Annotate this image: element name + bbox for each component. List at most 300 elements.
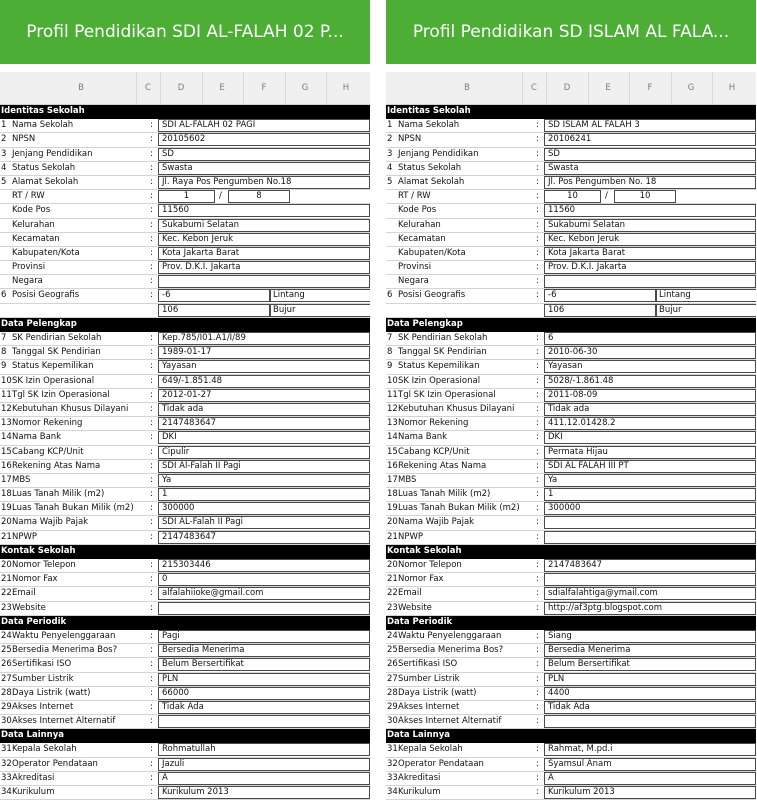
column-header-e[interactable]: E — [605, 83, 611, 93]
field-value-cell[interactable]: PLN — [544, 673, 756, 686]
table-row[interactable] — [0, 233, 370, 247]
row-number: 14 — [1, 432, 12, 443]
table-row[interactable] — [0, 148, 370, 162]
row-number: 16 — [1, 460, 12, 471]
field-value-cell[interactable]: 300000 — [544, 502, 756, 515]
field-value-cell[interactable]: 11560 — [158, 204, 370, 217]
colon-separator: : — [536, 517, 539, 528]
table-row[interactable] — [0, 190, 370, 204]
table-row[interactable] — [386, 474, 756, 488]
field-value-cell[interactable] — [544, 573, 756, 586]
field-value-cell[interactable]: Bersedia Menerima — [158, 644, 370, 657]
table-row[interactable] — [0, 219, 370, 233]
field-value-cell[interactable]: Prov. D.K.I. Jakarta — [158, 261, 370, 274]
colon-separator: : — [150, 701, 153, 712]
table-row[interactable] — [386, 119, 756, 133]
table-row[interactable] — [0, 772, 370, 786]
field-label: Luas Tanah Milik (m2) — [398, 489, 491, 500]
table-row[interactable] — [0, 119, 370, 133]
table-row[interactable] — [0, 758, 370, 772]
table-row[interactable] — [0, 701, 370, 715]
table-row[interactable] — [0, 573, 370, 587]
table-row[interactable] — [0, 658, 370, 672]
table-row[interactable] — [386, 602, 756, 616]
colon-separator: : — [536, 673, 539, 684]
field-value-cell[interactable]: DKI — [158, 431, 370, 444]
field-value-cell[interactable]: 411.12.01428.2 — [544, 417, 756, 430]
rt-rw-separator: / — [605, 191, 608, 202]
column-header-d[interactable]: D — [177, 83, 185, 93]
field-label: Operator Pendataan — [12, 758, 98, 769]
table-row[interactable] — [386, 701, 756, 715]
table-row[interactable] — [0, 346, 370, 360]
table-row[interactable] — [0, 375, 370, 389]
row-number: 22 — [387, 588, 398, 599]
table-row[interactable] — [0, 403, 370, 417]
table-row[interactable] — [386, 148, 756, 162]
field-value-cell[interactable]: Kota Jakarta Barat — [158, 247, 370, 260]
colon-separator: : — [536, 474, 539, 485]
row-number: 26 — [1, 659, 12, 670]
field-value-cell[interactable]: 2147483647 — [158, 531, 370, 544]
field-value-cell[interactable]: 66000 — [158, 687, 370, 700]
table-row[interactable] — [386, 446, 756, 460]
table-row[interactable] — [0, 417, 370, 431]
table-row[interactable] — [0, 332, 370, 346]
field-label: Sumber Listrik — [12, 673, 74, 684]
table-row[interactable] — [0, 630, 370, 644]
field-label: Akses Internet Alternatif — [12, 716, 116, 727]
table-row[interactable] — [386, 743, 756, 757]
field-value-cell[interactable]: SDI AL-FALAH 02 PAGI — [158, 119, 370, 132]
table-row[interactable] — [0, 261, 370, 275]
colon-separator: : — [536, 247, 539, 258]
row-number: 28 — [387, 687, 398, 698]
field-value-cell[interactable]: Bersedia Menerima — [544, 644, 756, 657]
table-row[interactable] — [0, 786, 370, 800]
field-value-cell[interactable]: 1989-01-17 — [158, 346, 370, 359]
column-header-d[interactable]: D — [563, 83, 571, 93]
field-value-cell[interactable]: Kec. Kebon Jeruk — [158, 233, 370, 246]
colon-separator: : — [536, 602, 539, 613]
column-header-c[interactable]: C — [145, 83, 151, 93]
colon-separator: : — [536, 290, 539, 301]
section-title: Data Lainnya — [1, 730, 64, 741]
field-value-cell[interactable] — [158, 275, 370, 288]
table-row[interactable] — [386, 389, 756, 403]
table-row[interactable] — [386, 687, 756, 701]
field-value-cell[interactable]: SDI AL FALAH III PT — [544, 460, 756, 473]
colon-separator: : — [150, 659, 153, 670]
field-value-cell[interactable]: A — [158, 772, 370, 785]
table-row[interactable] — [0, 644, 370, 658]
table-row[interactable] — [386, 247, 756, 261]
row-number: 11 — [387, 389, 398, 400]
row-number: 19 — [387, 503, 398, 514]
table-row[interactable] — [386, 304, 756, 318]
colon-separator: : — [536, 687, 539, 698]
table-row[interactable] — [0, 460, 370, 474]
table-row[interactable] — [386, 644, 756, 658]
field-value-cell[interactable]: 649/-1.851.48 — [158, 375, 370, 388]
colon-separator: : — [150, 687, 153, 698]
row-number: 31 — [1, 744, 12, 755]
field-value-cell[interactable]: Kota Jakarta Barat — [544, 247, 756, 260]
column-header-f[interactable]: F — [261, 83, 267, 93]
field-value-cell[interactable]: -6 — [544, 289, 656, 302]
row-number: 18 — [1, 489, 12, 500]
field-label: Luas Tanah Bukan Milik (m2) — [398, 503, 520, 514]
table-row[interactable] — [386, 715, 756, 729]
field-value-cell[interactable]: 20106241 — [544, 133, 756, 146]
table-row[interactable] — [0, 602, 370, 616]
column-header-h[interactable]: H — [342, 83, 350, 93]
field-value-cell[interactable]: 0 — [158, 573, 370, 586]
field-label: Akses Internet — [12, 701, 74, 712]
row-number: 1 — [387, 120, 393, 131]
field-value-cell[interactable]: 2147483647 — [158, 417, 370, 430]
coordinate-label: Bujur — [270, 304, 370, 317]
field-value-cell[interactable]: -6 — [158, 289, 270, 302]
table-row[interactable] — [0, 715, 370, 729]
table-row[interactable] — [386, 403, 756, 417]
colon-separator: : — [536, 347, 539, 358]
field-label: Akreditasi — [12, 772, 55, 783]
field-value-cell[interactable]: Kurikulum 2013 — [158, 786, 370, 799]
field-label: Status Sekolah — [12, 162, 76, 173]
field-label: Tanggal SK Pendirian — [398, 347, 487, 358]
colon-separator: : — [536, 503, 539, 514]
colon-separator: : — [536, 432, 539, 443]
field-value-cell[interactable]: 1 — [158, 488, 370, 501]
field-label: RT / RW — [12, 191, 45, 202]
table-row[interactable] — [386, 219, 756, 233]
colon-separator: : — [536, 645, 539, 656]
colon-separator: : — [536, 233, 539, 244]
field-value-cell[interactable]: SD ISLAM AL FALAH 3 — [544, 119, 756, 132]
field-label: NPSN — [398, 134, 422, 145]
table-row[interactable] — [0, 587, 370, 601]
table-row[interactable] — [386, 162, 756, 176]
table-row[interactable] — [386, 417, 756, 431]
colon-separator: : — [536, 659, 539, 670]
field-value-cell[interactable]: Swasta — [544, 162, 756, 175]
colon-separator: : — [150, 290, 153, 301]
table-row[interactable] — [386, 587, 756, 601]
field-value-cell[interactable]: Cipulir — [158, 446, 370, 459]
row-number: 3 — [387, 148, 393, 159]
section-header-row — [386, 729, 756, 743]
column-header-e[interactable]: E — [219, 83, 225, 93]
table-row[interactable] — [386, 573, 756, 587]
field-value-cell[interactable]: Sukabumi Selatan — [158, 219, 370, 232]
table-row[interactable] — [0, 304, 370, 318]
section-title: Data Pelengkap — [387, 318, 463, 329]
field-value-cell[interactable]: SD — [544, 148, 756, 161]
field-label: Kebutuhan Khusus Dilayani — [398, 403, 515, 414]
field-value-cell[interactable]: 2012-01-27 — [158, 389, 370, 402]
field-label: Akses Internet — [398, 701, 460, 712]
table-row[interactable] — [386, 261, 756, 275]
field-value-cell[interactable]: Rahmat, M.pd.i — [544, 743, 756, 756]
row-number: 17 — [387, 474, 398, 485]
field-value-cell[interactable]: Kurikulum 2013 — [544, 786, 756, 799]
table-row[interactable] — [0, 531, 370, 545]
field-value-cell[interactable]: SD — [158, 148, 370, 161]
colon-separator: : — [536, 361, 539, 372]
row-number: 31 — [387, 744, 398, 755]
field-label: Tanggal SK Pendirian — [12, 347, 101, 358]
field-value-cell[interactable]: Jl. Pos Pengumben No. 18 — [544, 176, 756, 189]
rw-value-cell[interactable]: 8 — [228, 190, 290, 203]
row-number: 17 — [1, 474, 12, 485]
field-value-cell[interactable]: Syamsul Anam — [544, 758, 756, 771]
colon-separator: : — [150, 418, 153, 429]
table-row[interactable] — [386, 488, 756, 502]
rt-value-cell[interactable]: 10 — [544, 190, 601, 203]
rt-value-cell[interactable]: 1 — [158, 190, 215, 203]
field-value-cell[interactable] — [544, 516, 756, 529]
table-row[interactable] — [0, 743, 370, 757]
field-value-cell[interactable]: Belum Bersertifikat — [544, 658, 756, 671]
column-header-c[interactable]: C — [531, 83, 537, 93]
field-value-cell[interactable]: Tidak Ada — [158, 701, 370, 714]
field-value-cell[interactable]: Sukabumi Selatan — [544, 219, 756, 232]
field-value-cell[interactable] — [158, 602, 370, 615]
row-number: 8 — [387, 347, 393, 358]
column-header-h[interactable]: H — [728, 83, 736, 93]
colon-separator: : — [150, 716, 153, 727]
field-value-cell[interactable]: 11560 — [544, 204, 756, 217]
field-value-cell[interactable]: 106 — [158, 304, 270, 317]
field-value-cell[interactable]: A — [544, 772, 756, 785]
row-number: 32 — [1, 758, 12, 769]
colon-separator: : — [150, 205, 153, 216]
row-number: 24 — [387, 630, 398, 641]
table-row[interactable] — [0, 516, 370, 530]
field-value-cell[interactable]: Tidak ada — [544, 403, 756, 416]
field-value-cell[interactable]: 1 — [544, 488, 756, 501]
table-row[interactable] — [386, 233, 756, 247]
field-value-cell[interactable]: Ya — [544, 474, 756, 487]
field-label: Negara — [398, 276, 429, 287]
colon-separator: : — [150, 148, 153, 159]
table-row[interactable] — [386, 204, 756, 218]
table-row[interactable] — [386, 531, 756, 545]
column-header-b[interactable]: B — [78, 83, 84, 93]
colon-separator: : — [536, 333, 539, 343]
table-row[interactable] — [0, 502, 370, 516]
document-title: Profil Pendidikan SDI AL-FALAH 02 P... — [26, 22, 344, 42]
table-row[interactable] — [0, 275, 370, 289]
field-value-cell[interactable]: SDI AL-Falah II Pagi — [158, 516, 370, 529]
field-label: Email — [398, 588, 422, 599]
table-row[interactable] — [386, 176, 756, 190]
colon-separator: : — [536, 531, 539, 542]
field-label: Website — [12, 602, 46, 613]
field-label: SK Pendirian Sekolah — [12, 333, 102, 343]
rw-value-cell[interactable]: 10 — [614, 190, 676, 203]
field-value-cell[interactable]: Jl. Raya Pos Pengumben No.18 — [158, 176, 370, 189]
field-label: NPWP — [12, 531, 38, 542]
field-label: Kabupaten/Kota — [12, 247, 80, 258]
coordinate-label: Lintang — [656, 289, 756, 302]
table-row[interactable] — [386, 360, 756, 374]
field-value-cell[interactable]: alfalahiioke@gmail.com — [158, 587, 370, 600]
table-row[interactable] — [0, 431, 370, 445]
field-value-cell[interactable]: Pagi — [158, 630, 370, 643]
field-label: Waktu Penyelenggaraan — [12, 630, 116, 641]
field-value-cell[interactable]: 4400 — [544, 687, 756, 700]
field-value-cell[interactable]: DKI — [544, 431, 756, 444]
table-row[interactable] — [0, 204, 370, 218]
field-label: Alamat Sekolah — [12, 176, 79, 187]
colon-separator: : — [536, 219, 539, 230]
field-value-cell[interactable]: Siang — [544, 630, 756, 643]
column-header-b[interactable]: B — [464, 83, 470, 93]
field-label: Kepala Sekolah — [12, 744, 77, 755]
table-row[interactable] — [386, 758, 756, 772]
table-row[interactable] — [386, 289, 756, 303]
table-row[interactable] — [386, 346, 756, 360]
field-value-cell[interactable]: Jazuli — [158, 758, 370, 771]
field-value-cell[interactable] — [544, 531, 756, 544]
table-row[interactable] — [386, 516, 756, 530]
field-label: Nomor Telepon — [12, 560, 76, 570]
field-value-cell[interactable]: 215303446 — [158, 559, 370, 572]
colon-separator: : — [150, 361, 153, 372]
field-value-cell[interactable]: 6 — [544, 332, 756, 345]
row-number: 21 — [1, 574, 12, 585]
field-value-cell[interactable]: Yayasan — [544, 360, 756, 373]
table-row[interactable] — [0, 446, 370, 460]
colon-separator: : — [536, 460, 539, 471]
field-label: Negara — [12, 276, 43, 287]
field-value-cell[interactable]: 2010-06-30 — [544, 346, 756, 359]
table-row[interactable] — [386, 190, 756, 204]
row-number: 7 — [1, 333, 7, 343]
field-label: Kabupaten/Kota — [398, 247, 466, 258]
table-row[interactable] — [386, 460, 756, 474]
field-label: Sertifikasi ISO — [12, 659, 72, 670]
table-row[interactable] — [386, 786, 756, 800]
table-row[interactable] — [386, 133, 756, 147]
table-row[interactable] — [386, 431, 756, 445]
colon-separator: : — [150, 517, 153, 528]
field-value-cell[interactable]: SDI Al-Falah II Pagi — [158, 460, 370, 473]
table-row[interactable] — [0, 687, 370, 701]
table-row[interactable] — [0, 673, 370, 687]
field-value-cell[interactable]: 106 — [544, 304, 656, 317]
field-label: Nama Sekolah — [398, 120, 460, 131]
table-row[interactable] — [386, 658, 756, 672]
field-value-cell[interactable]: Ya — [158, 474, 370, 487]
field-value-cell[interactable]: Belum Bersertifikat — [158, 658, 370, 671]
field-value-cell[interactable]: 2011-08-09 — [544, 389, 756, 402]
row-number: 15 — [387, 446, 398, 457]
table-row[interactable] — [0, 176, 370, 190]
field-value-cell[interactable]: 300000 — [158, 502, 370, 515]
field-value-cell[interactable]: 2147483647 — [544, 559, 756, 572]
table-row[interactable] — [0, 360, 370, 374]
column-header-g[interactable]: G — [687, 83, 695, 93]
field-value-cell[interactable]: PLN — [158, 673, 370, 686]
field-value-cell[interactable]: 5028/-1.861.48 — [544, 375, 756, 388]
colon-separator: : — [150, 630, 153, 641]
field-value-cell[interactable]: Kep.785/I01.A1/I/89 — [158, 332, 370, 345]
section-header-row — [386, 616, 756, 630]
colon-separator: : — [536, 191, 539, 202]
field-label: Nama Sekolah — [12, 120, 74, 131]
section-title: Data Periodik — [387, 616, 453, 627]
field-value-cell[interactable]: Yayasan — [158, 360, 370, 373]
section-title: Kontak Sekolah — [1, 545, 76, 556]
column-header-f[interactable]: F — [647, 83, 653, 93]
field-value-cell[interactable] — [158, 715, 370, 728]
field-label: Akreditasi — [398, 772, 441, 783]
field-label: Nama Bank — [12, 432, 62, 443]
field-value-cell[interactable]: Prov. D.K.I. Jakarta — [544, 261, 756, 274]
field-value-cell[interactable]: Kec. Kebon Jeruk — [544, 233, 756, 246]
table-row[interactable] — [386, 502, 756, 516]
column-header-g[interactable]: G — [301, 83, 309, 93]
row-number: 14 — [387, 432, 398, 443]
row-number: 23 — [387, 602, 398, 613]
row-number: 3 — [1, 148, 7, 159]
table-row[interactable] — [386, 630, 756, 644]
colon-separator: : — [536, 375, 539, 386]
table-row[interactable] — [0, 162, 370, 176]
colon-separator: : — [150, 489, 153, 500]
field-label: Jenjang Pendidikan — [398, 148, 479, 159]
row-number: 20 — [387, 517, 398, 528]
table-row[interactable] — [0, 289, 370, 303]
table-row[interactable] — [386, 673, 756, 687]
table-row[interactable] — [0, 389, 370, 403]
field-value-cell[interactable] — [544, 275, 756, 288]
table-row[interactable] — [386, 772, 756, 786]
row-number: 27 — [1, 673, 12, 684]
row-number: 19 — [1, 503, 12, 514]
field-label: RT / RW — [398, 191, 431, 202]
row-number: 30 — [1, 716, 12, 727]
field-value-cell[interactable]: Swasta — [158, 162, 370, 175]
field-value-cell[interactable]: 20105602 — [158, 133, 370, 146]
field-value-cell[interactable]: Tidak Ada — [544, 701, 756, 714]
table-row[interactable] — [0, 488, 370, 502]
table-row[interactable] — [386, 375, 756, 389]
colon-separator: : — [536, 574, 539, 585]
table-row[interactable] — [0, 474, 370, 488]
field-value-cell[interactable]: http://af3ptg.blogspot.com — [544, 602, 756, 615]
field-value-cell[interactable]: Rohmatullah — [158, 743, 370, 756]
table-row[interactable] — [386, 559, 756, 573]
table-row[interactable] — [386, 332, 756, 346]
table-row[interactable] — [0, 133, 370, 147]
section-header-row — [0, 318, 370, 332]
field-value-cell[interactable] — [544, 715, 756, 728]
field-value-cell[interactable]: sdialfalahtiga@ymail.com — [544, 587, 756, 600]
table-row[interactable] — [386, 275, 756, 289]
rt-rw-separator: / — [219, 191, 222, 202]
row-number: 4 — [1, 162, 7, 173]
colon-separator: : — [150, 460, 153, 471]
table-row[interactable] — [0, 247, 370, 261]
colon-separator: : — [536, 744, 539, 755]
table-row[interactable] — [0, 559, 370, 573]
field-value-cell[interactable]: Permata Hijau — [544, 446, 756, 459]
field-value-cell[interactable]: Tidak ada — [158, 403, 370, 416]
